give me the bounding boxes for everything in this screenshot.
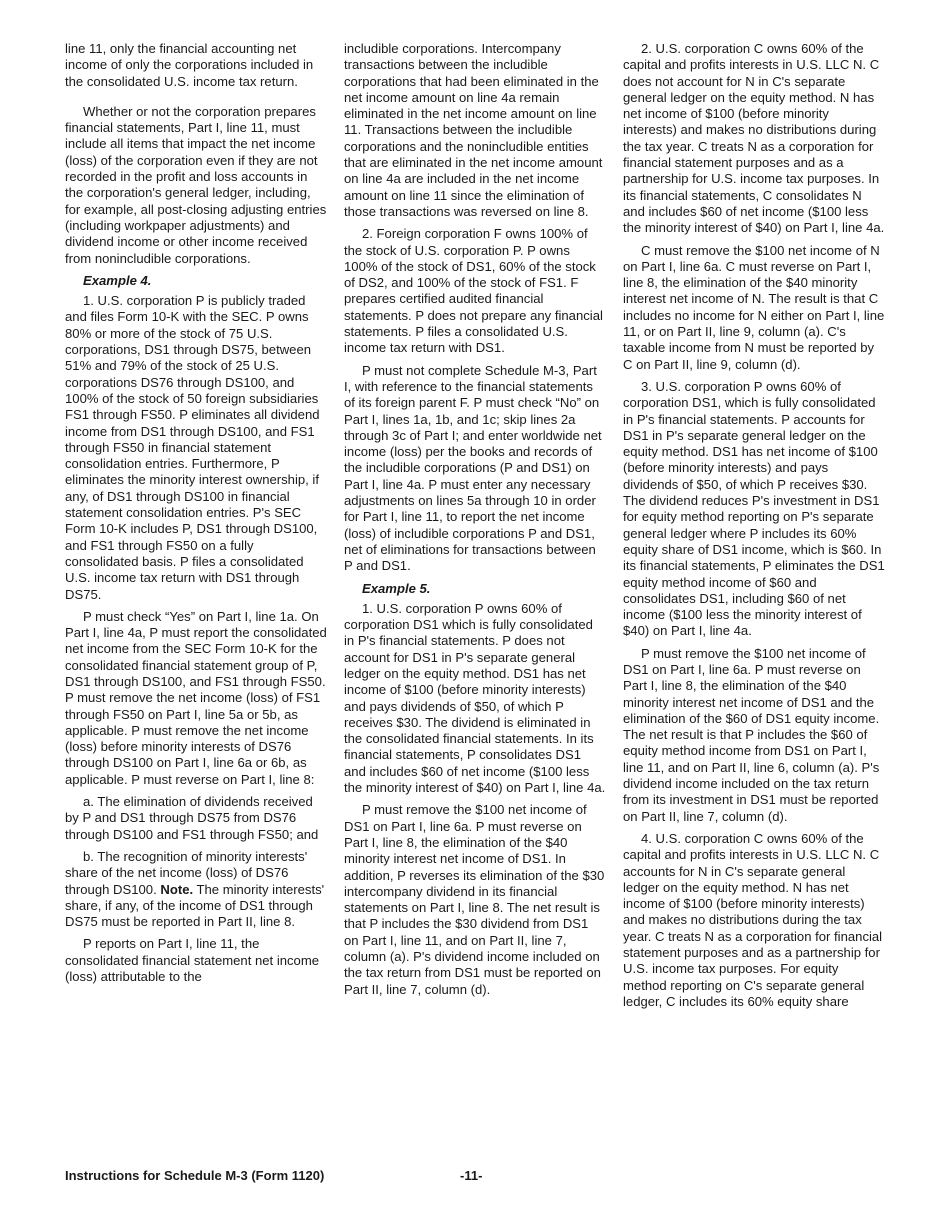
paragraph: P must not complete Schedule M-3, Part I, with reference to the financial statements of its foreign parent F. P must check “No” on Part I, lines 1a, 1b, and 1c; skip lines 2a through 3c of Part I; and enter worldwide net income (loss) per the books and records of the includible corporations (P and DS1) on Part I, line 4a. P must enter any necessary adjustments on lines 5a through 10 in order for Part I, line 11, to report the net income (loss) of includible corporations P and DS1, net of eliminations for transactions between P and DS1. xyxy=(344,362,602,574)
paragraph xyxy=(65,849,327,930)
footer-title: Instructions for Schedule M-3 (Form 1120) xyxy=(65,1168,325,1183)
paragraph: Whether or not the corporation prepares financial statements, Part I, line 11, must include all items that impact the net income (loss) of the corporation even if they are not recorded in the profit and loss accounts in the corporation's general ledger, including, for example, all post-closing adjusting entries (including workpaper adjustments) and dividend income or other income received from nonincludible corporations. xyxy=(65,103,327,266)
paragraph: 1. U.S. corporation P is publicly traded and files Form 10-K with the SEC. P owns 80% or more of the stock of 75 U.S. corporations, DS1 through DS75, between 51% and 79% of the stock of 25 U.S. corporations DS76 through DS100, and 100% of the stock of 50 foreign subsidiaries FS1 through FS50. P eliminates all dividend income from DS1 through DS100, and FS1 through FS50 in financial statement consolidation entries. Furthermore, P eliminates the minority interest ownership, if any, of DS1 through DS100 in financial statement consolidation entries. P's SEC Form 10-K includes P, DS1 through DS100, and FS1 through FS50 on a fully consolidated basis. P files a consolidated U.S. income tax return with DS1 through DS75. xyxy=(65,293,320,602)
paragraph: line 11, only the financial accounting net income of only the corporations included in the consolidated U.S. income tax return. xyxy=(65,41,314,89)
paragraph: 1. U.S. corporation P owns 60% of corporation DS1 which is fully consolidated in P's financial statements. P does not account for DS1 in P's separate general ledger on the equity method. DS1 has net income of $100 (before minority interests) and pays dividends of $50, of which P receives $30. The dividend is eliminated in the consolidated financial statements. In its financial statements, P consolidates DS1 and includes $60 of net income ($100 less the minority interest of $40) on Part I, line 4a. xyxy=(344,600,606,796)
paragraph: P reports on Part I, line 11, the consolidated financial statement net income (loss) attributable to the xyxy=(65,936,320,985)
paragraph-text: The minority interests' share, if any, of the income of DS1 through DS75 must be reported in Part II, line 8. xyxy=(65,881,325,930)
column-1 xyxy=(65,41,327,991)
paragraph-text: b. The recognition of minority interests' share of the net income (loss) of DS76 through DS100. xyxy=(65,848,308,897)
paragraph: P must remove the $100 net income of DS1 on Part I, line 6a. P must reverse on Part I, line 8, the elimination of the $40 minority interest net income of DS1. In addition, P reverses its elimination of the $30 intercompany dividend in its financial statements on Part I, line 8. The net result is that P includes the $30 dividend from DS1 on Part I, line 11, and on Part II, line 7, column (a). P's dividend income included on the tax return from DS1 must be reported on Part II, line 7, column (d). xyxy=(344,802,605,997)
paragraph: C must remove the $100 net income of N on Part I, line 6a. C must reverse on Part I, line 8, the elimination of the $40 minority interest net income of N. The result is that C includes no income for N either on Part I, line 11, or on Part II, line 9, column (a). C's taxable income from N must be reported by C on Part II, line 9, column (d). xyxy=(623,242,885,372)
example-heading: Example 4. xyxy=(83,272,152,288)
paragraph: 2. U.S. corporation C owns 60% of the capital and profits interests in U.S. LLC N. C does not account for N in C's separate general ledger on the equity method. N has net income of $100 (before minority interests) and makes no distributions during the tax year. C treats N as a corporation for financial statement purposes and as a partnership for U.S. income tax purposes. In its financial statements, C consolidates N and includes $60 of net income ($100 less the minority interest of $40) on Part I, line 4a. xyxy=(623,41,885,236)
paragraph: P must remove the $100 net income of DS1 on Part I, line 6a. P must reverse on Part I, line 8, the elimination of the $40 minority interest net income of DS1 and the elimination of the $60 of DS1 equity income. The net result is that P includes the $60 of equity method income from DS1 on Part I, line 11, and on Part II, line 6, column (a). P's dividend income included on the tax return from its investment in DS1 must be reported on Part II, line 7, column (d). xyxy=(623,645,880,824)
example-heading: Example 5. xyxy=(362,580,431,596)
paragraph: 4. U.S. corporation C owns 60% of the capital and profits interests in U.S. LLC N. C accounts for N in C's separate general ledger on the equity method. N has net income of $100 (before minority interests) and makes no distributions during the tax year. C treats N as a corporation for financial statement purposes and as a partnership for U.S. income tax purposes. For equity method reporting on C's separate general ledger, C includes its 60% equity share xyxy=(623,830,883,1009)
column-3 xyxy=(623,41,885,1016)
paragraph: 3. U.S. corporation P owns 60% of corporation DS1, which is fully consolidated in P's financial statements. P accounts for DS1 in P's separate general ledger on the equity method. DS1 has net income of $100 (before minority interests) and pays dividends of $50, of which P receives $30. The dividend reduces P's investment in DS1 for equity method reporting on P's separate general ledger where P includes its 60% equity share of DS1 income, which is $60. In its financial statements, P eliminates the DS1 equity method income of $60 and consolidates DS1, including $60 of net income ($100 less the minority interest of $40) on Part I, line 4a. xyxy=(623,378,885,639)
page-number: -11- xyxy=(460,1168,483,1183)
column-2 xyxy=(344,41,606,1004)
paragraph: includible corporations. Intercompany transactions between the includible corporations that had been eliminated in the net income amount on line 4a remain eliminated in the net income amount on line 11. Transactions between the includible corporations and the nonincludible entities that are eliminated in the net income amount on line 4a are included in the net income amount on line 11 since the elimination of those transactions was reversed on line 8. xyxy=(344,41,603,219)
paragraph: 2. Foreign corporation F owns 100% of the stock of U.S. corporation P. P owns 100% of the stock of DS1, 60% of the stock of DS2, and 100% of the stock of FS1. F prepares certified audited financial statements. P does not prepare any financial statements. P files a consolidated U.S. income tax return with DS1. xyxy=(344,226,603,356)
paragraph: a. The elimination of dividends received by P and DS1 through DS75 from DS76 through DS100 and FS1 through FS50; and xyxy=(65,794,319,842)
note-label: Note. xyxy=(160,881,194,897)
paragraph: P must check “Yes” on Part I, line 1a. On Part I, line 4a, P must report the consolidated net income from the SEC Form 10-K for the consolidated financial statement group of P, DS1 through DS100, and FS1 through FS50. P must remove the net income (loss) of FS1 through FS50 on Part I, line 5a or 5b, as applicable. P must remove the net income (loss) before minority interests of DS76 through DS100 on Part I, line 6a or 6b, as applicable. P must reverse on Part I, line 8: xyxy=(65,608,327,787)
